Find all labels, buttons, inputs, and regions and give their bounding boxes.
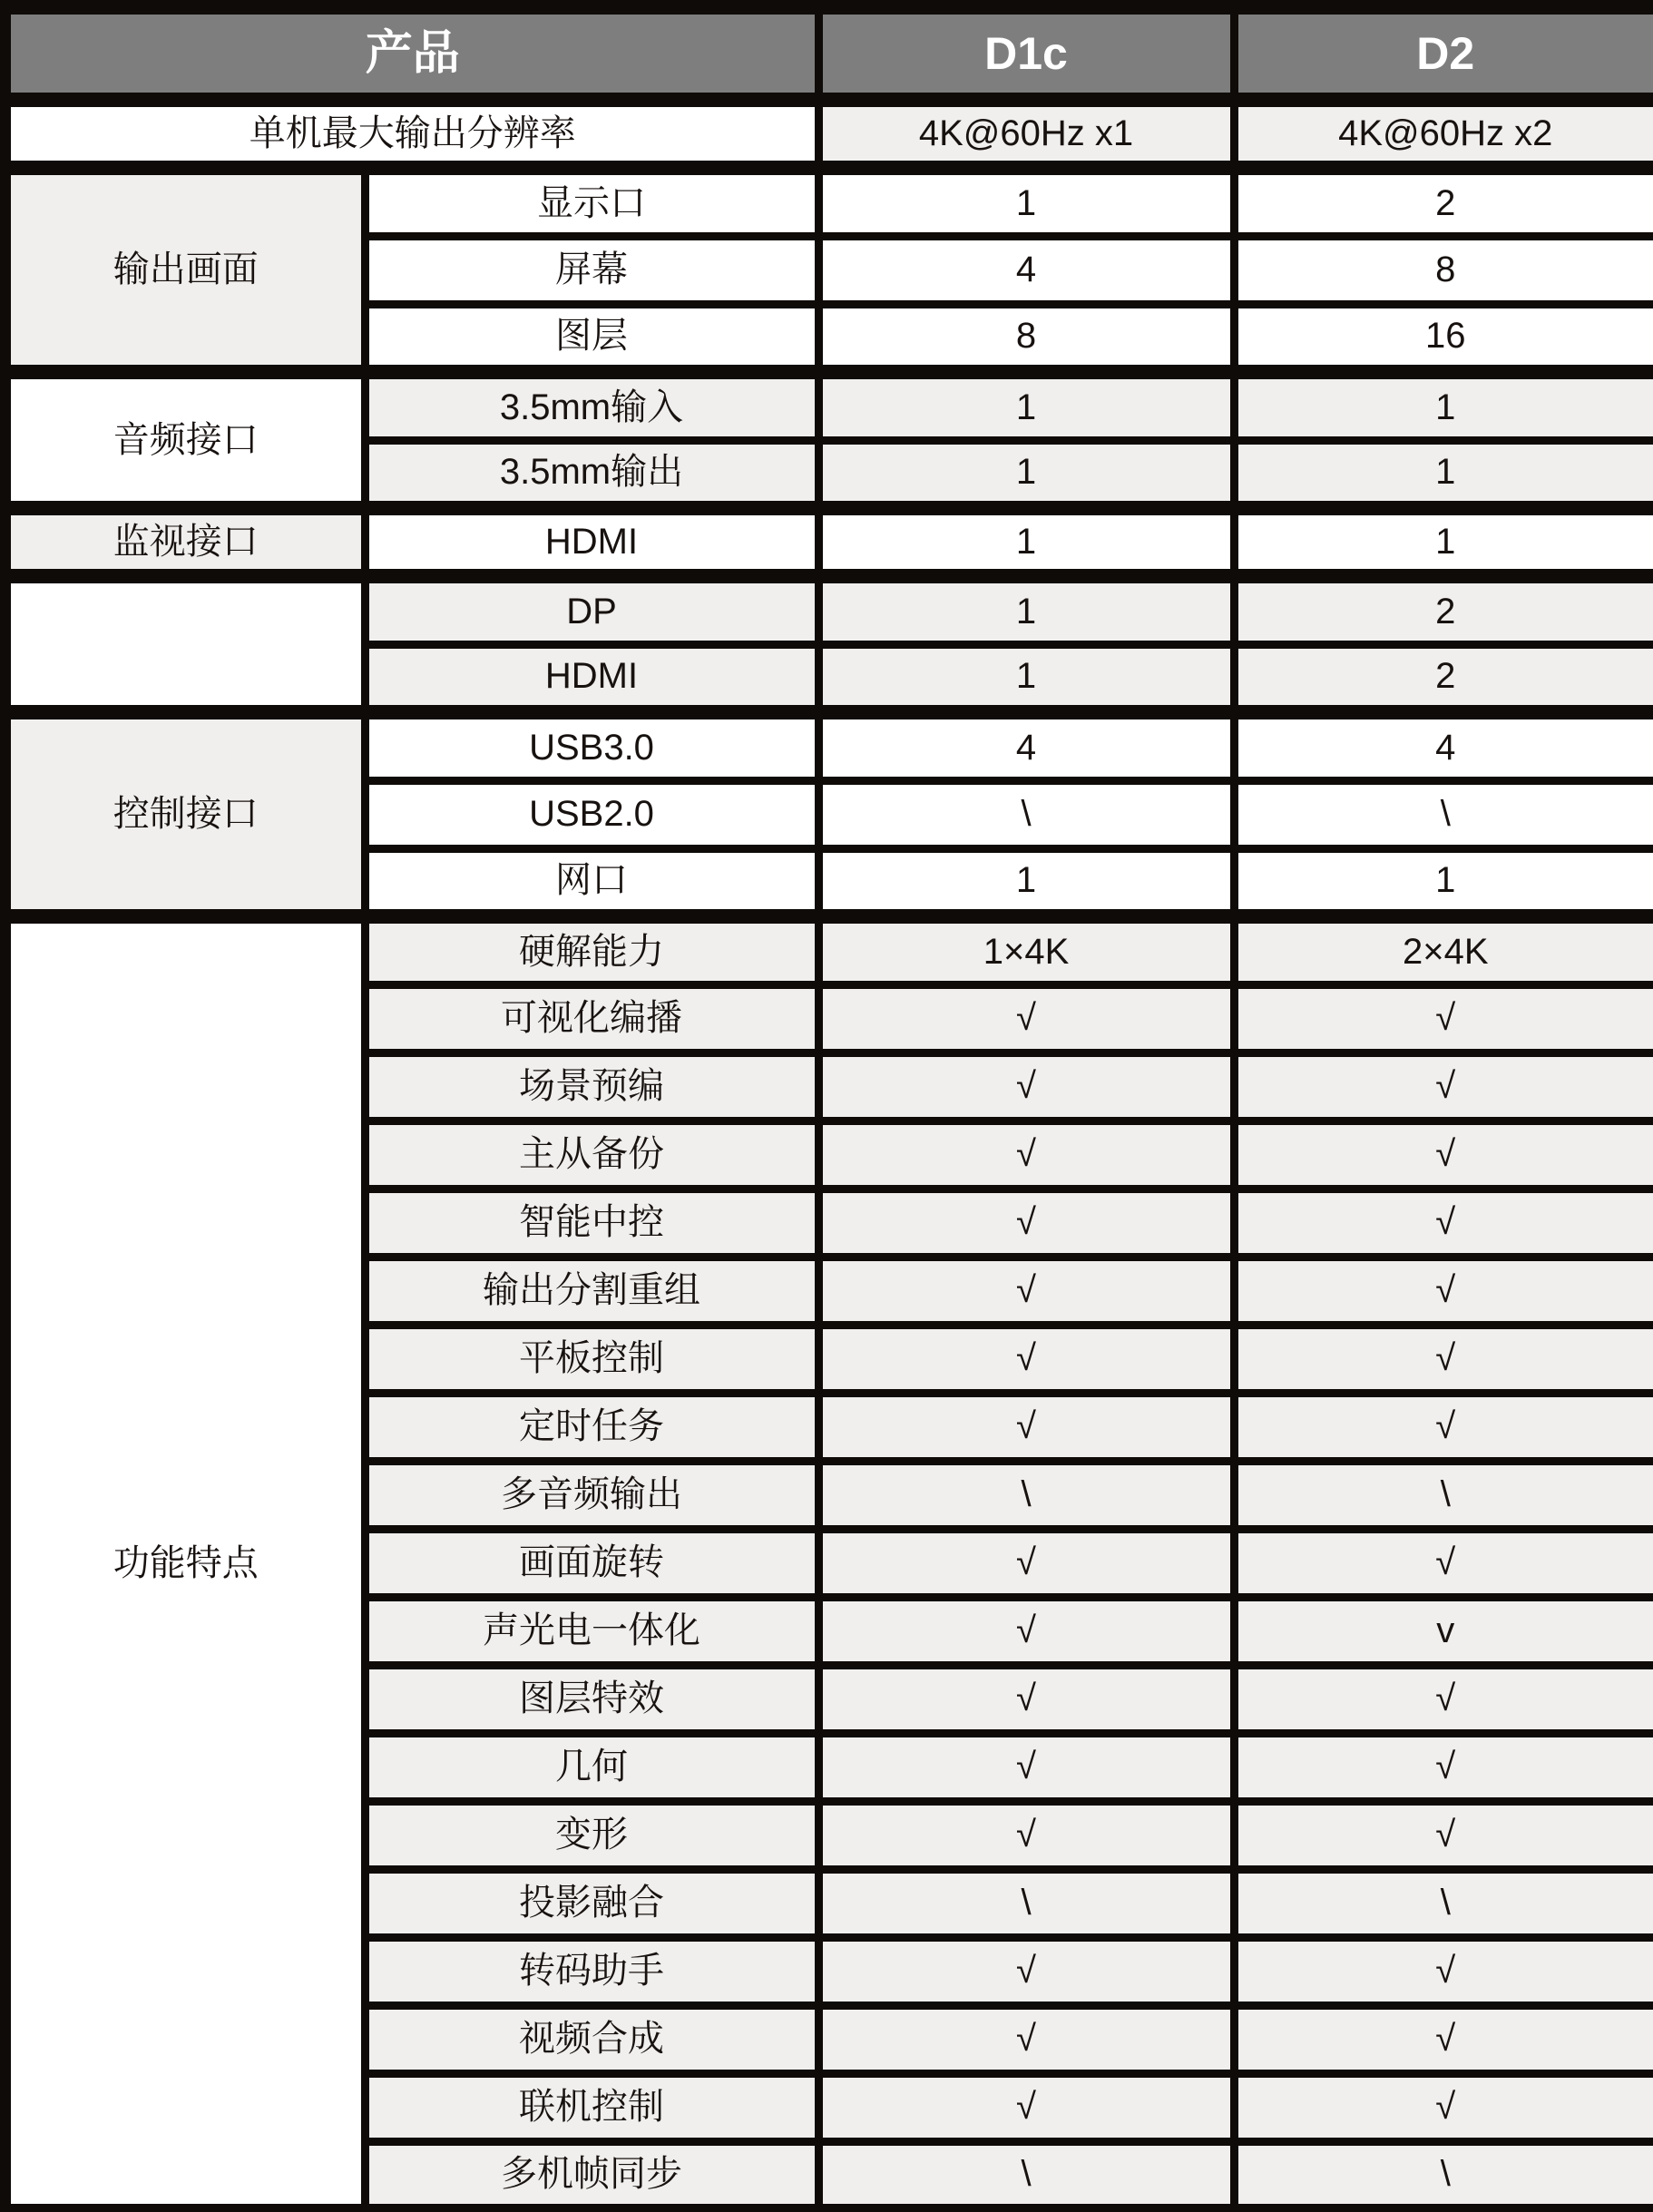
- d2-value-cell: 2: [1234, 644, 1653, 712]
- d2-value-cell: 2: [1234, 576, 1653, 644]
- product-header-cell: 产品: [5, 7, 818, 100]
- d2-value-cell: v: [1234, 1597, 1653, 1665]
- feature-label-cell: 智能中控: [365, 1189, 818, 1257]
- d2-value-cell: √: [1234, 1189, 1653, 1257]
- feature-label-cell: USB2.0: [365, 780, 818, 848]
- feature-label-cell: 定时任务: [365, 1393, 818, 1461]
- resolution-label-cell: 单机最大输出分辨率: [5, 100, 818, 168]
- group-cell: 监视接口: [5, 508, 365, 576]
- d2-value-cell: √: [1234, 1052, 1653, 1121]
- d1c-value-cell: √: [818, 1325, 1234, 1393]
- d1c-value-cell: √: [818, 1121, 1234, 1189]
- d2-value-cell: √: [1234, 1121, 1653, 1189]
- d2-value-cell: 16: [1234, 304, 1653, 372]
- d1c-value-cell: √: [818, 1801, 1234, 1869]
- resolution-d2-cell: 4K@60Hz x2: [1234, 100, 1653, 168]
- d2-value-cell: \: [1234, 780, 1653, 848]
- d1c-value-cell: √: [818, 1052, 1234, 1121]
- d2-value-cell: √: [1234, 1665, 1653, 1733]
- d1c-value-cell: √: [818, 1189, 1234, 1257]
- d2-value-cell: 4: [1234, 712, 1653, 780]
- feature-label-cell: 多音频输出: [365, 1461, 818, 1529]
- feature-label-cell: 场景预编: [365, 1052, 818, 1121]
- feature-label-cell: 3.5mm输入: [365, 372, 818, 440]
- feature-label-cell: 显示口: [365, 168, 818, 236]
- feature-label-cell: 图层: [365, 304, 818, 372]
- feature-label-cell: DP: [365, 576, 818, 644]
- d2-value-cell: √: [1234, 2005, 1653, 2073]
- group-cell: 控制接口: [5, 712, 365, 916]
- table-row: [5, 372, 1653, 440]
- d1c-value-cell: √: [818, 1257, 1234, 1325]
- feature-label-cell: 硬解能力: [365, 916, 818, 984]
- feature-label-cell: 视频合成: [365, 2005, 818, 2073]
- feature-label-cell: USB3.0: [365, 712, 818, 780]
- resolution-d1c-cell: 4K@60Hz x1: [818, 100, 1234, 168]
- feature-label-cell: 图层特效: [365, 1665, 818, 1733]
- d2-header-cell: D2: [1234, 7, 1653, 100]
- d1c-value-cell: √: [818, 1393, 1234, 1461]
- group-cell: 功能特点: [5, 916, 365, 2209]
- feature-label-cell: 声光电一体化: [365, 1597, 818, 1665]
- d2-value-cell: 2: [1234, 168, 1653, 236]
- d2-value-cell: √: [1234, 984, 1653, 1052]
- feature-label-cell: HDMI: [365, 644, 818, 712]
- table-row: [5, 508, 1653, 576]
- feature-label-cell: 平板控制: [365, 1325, 818, 1393]
- feature-label-cell: 投影融合: [365, 1869, 818, 1937]
- d2-value-cell: \: [1234, 1461, 1653, 1529]
- d2-value-cell: √: [1234, 1733, 1653, 1801]
- d2-value-cell: √: [1234, 1937, 1653, 2005]
- d1c-value-cell: 1: [818, 576, 1234, 644]
- d1c-value-cell: \: [818, 2141, 1234, 2209]
- d2-value-cell: 1: [1234, 440, 1653, 508]
- d2-value-cell: 1: [1234, 372, 1653, 440]
- feature-label-cell: 多机帧同步: [365, 2141, 818, 2209]
- d2-value-cell: 8: [1234, 236, 1653, 304]
- d2-value-cell: 2×4K: [1234, 916, 1653, 984]
- d2-value-cell: 1: [1234, 508, 1653, 576]
- d2-value-cell: √: [1234, 1801, 1653, 1869]
- table-row: [5, 168, 1653, 236]
- feature-label-cell: 主从备份: [365, 1121, 818, 1189]
- d1c-value-cell: 4: [818, 236, 1234, 304]
- feature-label-cell: 转码助手: [365, 1937, 818, 2005]
- d1c-value-cell: √: [818, 1733, 1234, 1801]
- group-cell-empty: [5, 576, 365, 712]
- d1c-value-cell: √: [818, 984, 1234, 1052]
- d1c-value-cell: \: [818, 1461, 1234, 1529]
- d2-value-cell: \: [1234, 1869, 1653, 1937]
- d2-value-cell: √: [1234, 1257, 1653, 1325]
- d1c-value-cell: 1×4K: [818, 916, 1234, 984]
- d1c-value-cell: √: [818, 1597, 1234, 1665]
- d1c-value-cell: 1: [818, 848, 1234, 916]
- feature-label-cell: HDMI: [365, 508, 818, 576]
- d1c-value-cell: √: [818, 2005, 1234, 2073]
- d1c-value-cell: √: [818, 1937, 1234, 2005]
- feature-label-cell: 屏幕: [365, 236, 818, 304]
- d1c-value-cell: 1: [818, 372, 1234, 440]
- table-header-row: [5, 7, 1653, 100]
- d2-value-cell: √: [1234, 1325, 1653, 1393]
- d1c-value-cell: √: [818, 1529, 1234, 1597]
- d1c-value-cell: \: [818, 1869, 1234, 1937]
- feature-label-cell: 联机控制: [365, 2073, 818, 2141]
- d1c-value-cell: √: [818, 1665, 1234, 1733]
- table-row: [5, 576, 1653, 644]
- table-row: [5, 916, 1653, 984]
- group-cell: 输出画面: [5, 168, 365, 372]
- feature-label-cell: 输出分割重组: [365, 1257, 818, 1325]
- d2-value-cell: 1: [1234, 848, 1653, 916]
- resolution-row: [5, 100, 1653, 168]
- d1c-value-cell: √: [818, 2073, 1234, 2141]
- d2-value-cell: \: [1234, 2141, 1653, 2209]
- d1c-value-cell: 4: [818, 712, 1234, 780]
- d2-value-cell: √: [1234, 1529, 1653, 1597]
- d1c-value-cell: 1: [818, 644, 1234, 712]
- feature-label-cell: 3.5mm输出: [365, 440, 818, 508]
- d2-value-cell: √: [1234, 1393, 1653, 1461]
- feature-label-cell: 网口: [365, 848, 818, 916]
- d1c-header-cell: D1c: [818, 7, 1234, 100]
- d2-value-cell: √: [1234, 2073, 1653, 2141]
- feature-label-cell: 变形: [365, 1801, 818, 1869]
- feature-label-cell: 可视化编播: [365, 984, 818, 1052]
- d1c-value-cell: 1: [818, 508, 1234, 576]
- group-cell: 音频接口: [5, 372, 365, 508]
- d1c-value-cell: 1: [818, 440, 1234, 508]
- d1c-value-cell: \: [818, 780, 1234, 848]
- feature-label-cell: 几何: [365, 1733, 818, 1801]
- feature-label-cell: 画面旋转: [365, 1529, 818, 1597]
- d1c-value-cell: 8: [818, 304, 1234, 372]
- table-row: [5, 712, 1653, 780]
- d1c-value-cell: 1: [818, 168, 1234, 236]
